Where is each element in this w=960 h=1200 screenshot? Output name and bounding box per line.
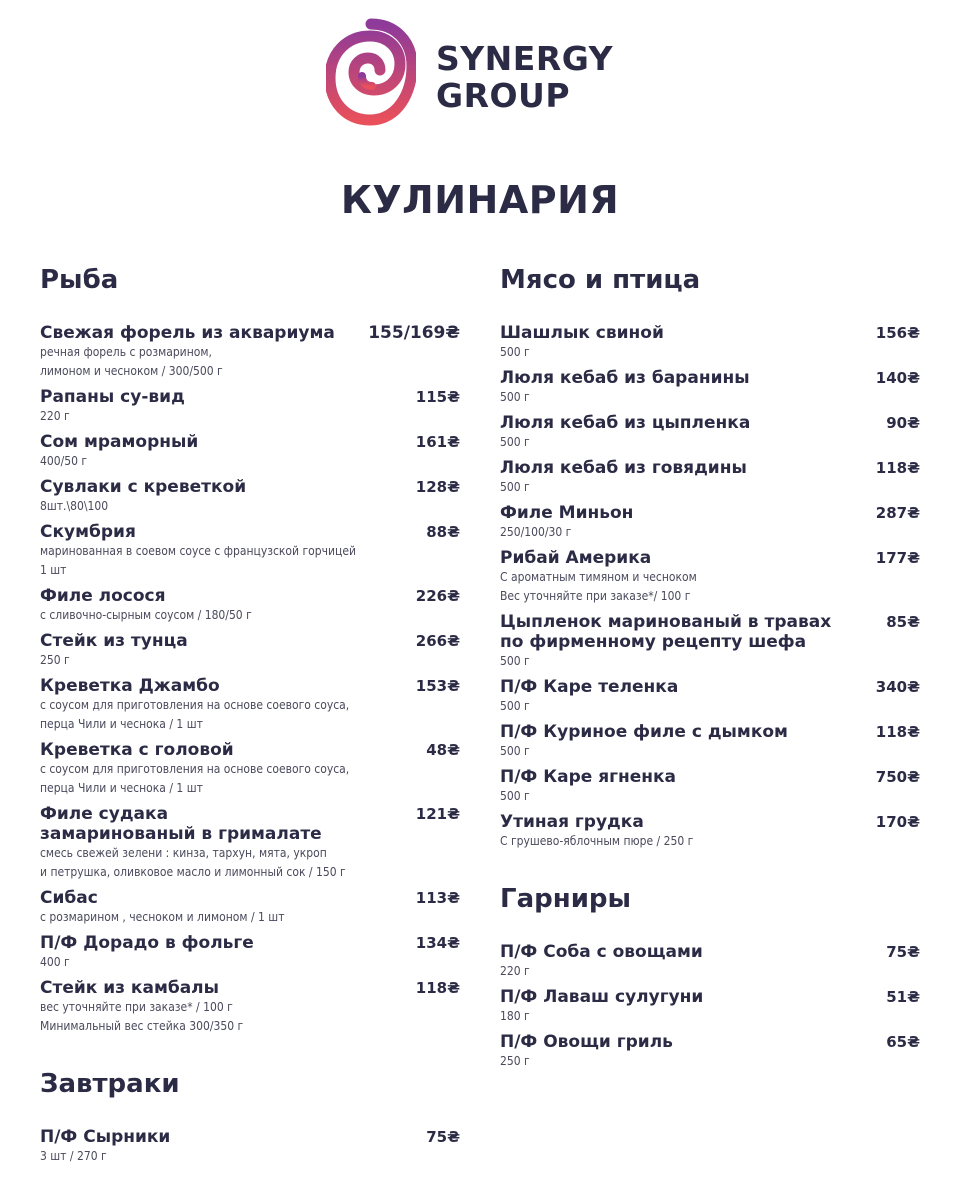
item-price: 113₴ [415,889,460,907]
item-description: 500 г [500,744,530,758]
item-name: Люля кебаб из цыпленка [500,413,751,433]
menu-item [500,942,920,981]
menu-item [500,368,920,407]
left-column [40,262,460,1196]
item-description: С ароматным тимяном и чесноком Вес уточняйте при заказе*/ 100 г [500,570,697,603]
item-name: Филе судака замаринованый в грималате [40,804,322,844]
item-price: 65₴ [886,1033,920,1051]
item-description: 180 г [500,1009,530,1023]
brand-line-1: SYNERGY [436,39,613,78]
item-price: 140₴ [875,369,920,387]
item-price: 88₴ [426,523,460,541]
item-name: Стейк из тунца [40,631,188,651]
item-price: 90₴ [886,414,920,432]
menu-item [40,477,460,516]
item-price: 121₴ [415,805,460,823]
item-description: смесь свежей зелени : кинза, тархун, мята, укроп и петрушка, оливковое масло и лимонный сок / 150 г [40,846,346,879]
item-name: П/Ф Овощи гриль [500,1032,673,1052]
item-description: С грушево-яблочным пюре / 250 г [500,834,694,848]
item-name: Филе Миньон [500,503,634,523]
item-description: 500 г [500,435,530,449]
item-price: 115₴ [415,388,460,406]
menu-section [500,262,920,851]
menu-item [500,548,920,606]
item-name: Филе лосося [40,586,166,606]
item-price: 177₴ [875,549,920,567]
item-description: 500 г [500,789,530,803]
menu-item [40,676,460,734]
item-price: 75₴ [426,1128,460,1146]
item-description: 3 шт / 270 г [40,1149,107,1163]
item-description: речная форель с розмарином, лимоном и чесноком / 300/500 г [40,345,223,378]
item-name: Скумбрия [40,522,136,542]
item-price: 266₴ [415,632,460,650]
item-price: 287₴ [875,504,920,522]
item-name: Стейк из камбалы [40,978,220,998]
menu-item [500,503,920,542]
menu-item [40,1127,460,1166]
item-description: 500 г [500,480,530,494]
item-description: 8шт.\80\100 [40,499,109,513]
section-title: Мясо и птица [500,265,701,295]
menu-item [40,387,460,426]
item-price: 340₴ [875,678,920,696]
item-description: с соусом для приготовления на основе соевого соуса, перца Чили и чеснока / 1 шт [40,762,350,795]
page-title: КУЛИНАРИЯ [340,178,620,222]
right-column [500,262,920,1101]
menu-item [40,888,460,927]
menu-item [40,978,460,1036]
item-description: с соусом для приготовления на основе соевого соуса, перца Чили и чеснока / 1 шт [40,698,350,731]
item-name: Сувлаки с креветкой [40,477,247,497]
menu-section [40,262,460,1036]
synergy-logo-icon [326,18,416,126]
item-price: 155/169₴ [368,323,460,343]
menu-section [500,881,920,1071]
item-price: 118₴ [415,979,460,997]
item-name: Люля кебаб из говядины [500,458,747,478]
menu-item [40,804,460,882]
section-title: Гарниры [500,884,632,914]
item-name: П/Ф Сырники [40,1127,171,1147]
item-name: Цыпленок маринованый в травах по фирменному рецепту шефа [500,612,832,652]
item-name: П/Ф Куриное филе с дымком [500,722,788,742]
item-description: 250/100/30 г [500,525,572,539]
header [0,14,960,130]
item-description: с сливочно-сырным соусом / 180/50 г [40,608,252,622]
menu-item [40,432,460,471]
item-name: Креветка с головой [40,740,234,760]
item-description: 500 г [500,699,530,713]
item-name: П/Ф Лаваш сулугуни [500,987,704,1007]
item-description: 250 г [40,653,70,667]
item-description: 500 г [500,345,530,359]
item-price: 128₴ [415,478,460,496]
menu-item [500,612,920,671]
menu-section [40,1066,460,1166]
menu-item [40,323,460,381]
item-price: 75₴ [886,943,920,961]
item-price: 161₴ [415,433,460,451]
item-price: 51₴ [886,988,920,1006]
section-title: Рыба [40,265,119,295]
item-name: Рибай Америка [500,548,652,568]
item-description: маринованная в соевом соусе с французской горчицей 1 шт [40,544,357,577]
item-price: 153₴ [415,677,460,695]
item-name: Свежая форель из аквариума [40,323,335,343]
brand-name [436,40,613,114]
item-description: 220 г [500,964,530,978]
menu-item [500,812,920,851]
item-description: 500 г [500,654,530,668]
item-description: с розмарином , чесноком и лимоном / 1 шт [40,910,285,924]
item-price: 226₴ [415,587,460,605]
brand-line-2: GROUP [436,76,571,115]
item-name: Утиная грудка [500,812,644,832]
item-name: Сибас [40,888,98,908]
item-price: 750₴ [875,768,920,786]
item-price: 118₴ [875,459,920,477]
item-name: Люля кебаб из баранины [500,368,750,388]
menu-item [40,631,460,670]
item-name: Креветка Джамбо [40,676,220,696]
item-price: 156₴ [875,324,920,342]
item-description: вес уточняйте при заказе* / 100 г Минимальный вес стейка 300/350 г [40,1000,244,1033]
item-description: 400/50 г [40,454,88,468]
item-name: Рапаны су-вид [40,387,185,407]
menu-item [500,323,920,362]
menu-item [40,522,460,580]
menu-item [40,740,460,798]
item-name: П/Ф Соба с овощами [500,942,703,962]
item-price: 134₴ [415,934,460,952]
menu-item [500,987,920,1026]
item-description: 500 г [500,390,530,404]
item-name: П/Ф Дорадо в фольге [40,933,254,953]
item-price: 48₴ [426,741,460,759]
menu-item [500,1032,920,1071]
menu-item [500,677,920,716]
item-price: 170₴ [875,813,920,831]
item-description: 250 г [500,1054,530,1068]
item-description: 400 г [40,955,70,969]
item-name: П/Ф Каре ягненка [500,767,677,787]
item-name: Шашлык свиной [500,323,664,343]
menu-item [40,933,460,972]
item-price: 118₴ [875,723,920,741]
menu-item [500,767,920,806]
item-name: П/Ф Каре теленка [500,677,679,697]
menu-item [500,413,920,452]
menu-item [40,586,460,625]
section-title: Завтраки [40,1069,180,1099]
menu-item [500,458,920,497]
item-price: 85₴ [886,613,920,631]
menu-item [500,722,920,761]
item-name: Сом мраморный [40,432,199,452]
item-description: 220 г [40,409,70,423]
